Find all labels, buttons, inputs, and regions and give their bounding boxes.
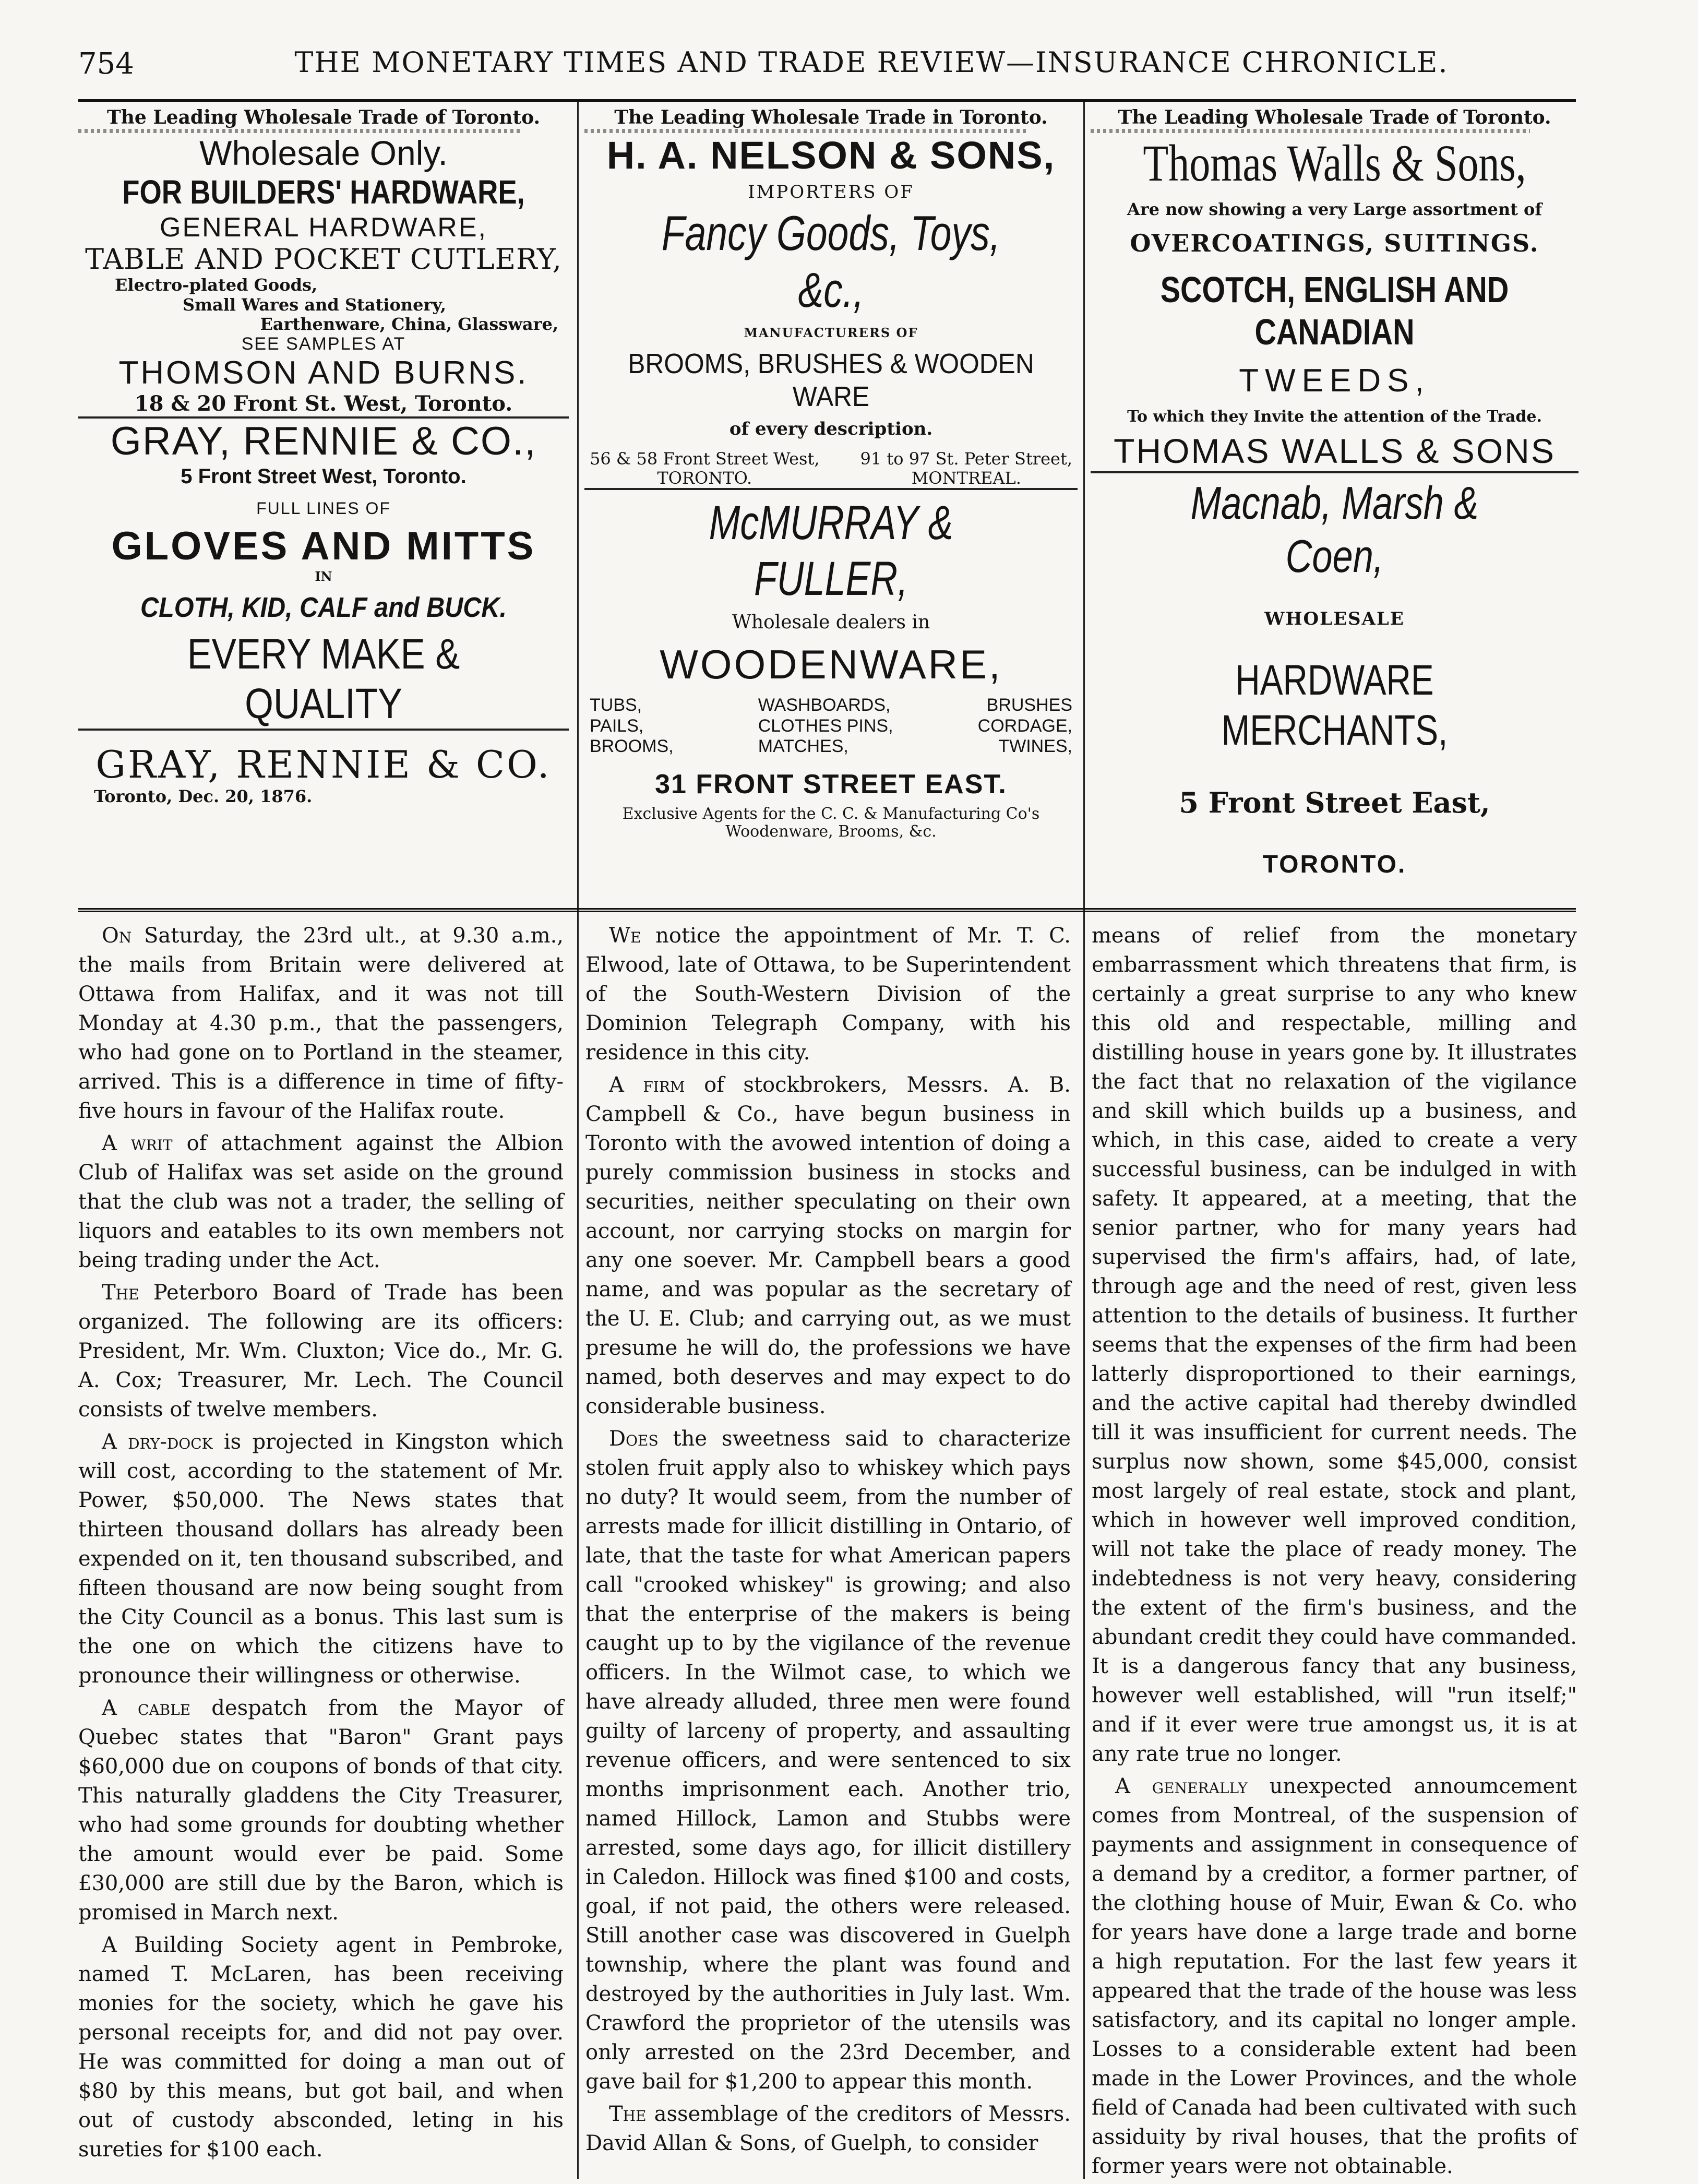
ad-column-1 <box>78 107 569 905</box>
woodenware-list <box>584 695 1078 757</box>
article-paragraph <box>585 1424 1071 2096</box>
ad-line: of every description. <box>729 419 933 440</box>
ad-line: FOR BUILDERS' HARDWARE, <box>122 173 525 211</box>
paragraph-text: Peterboro Board of Trade has been organized. The following are its officers: President, Mr. Wm. Cluxton; Vice do., Mr. G. A. Cox; Treasurer, Mr. Lech. The Council consists of twelve members. <box>78 1281 564 1422</box>
ad-line: THOMAS WALLS & SONS <box>1114 432 1556 471</box>
article-column-1 <box>78 921 564 2167</box>
ad-line: WOODENWARE, <box>660 641 1002 687</box>
article-paragraph <box>585 1070 1071 1421</box>
article-paragraph <box>78 1693 564 1927</box>
running-title: THE MONETARY TIMES AND TRADE REVIEW—INSURANCE CHRONICLE. <box>294 46 1449 79</box>
ad-line: Toronto, Dec. 20, 1876. <box>94 786 313 806</box>
ad-line: WHOLESALE <box>1264 608 1405 629</box>
ad-divider <box>78 129 520 133</box>
article-paragraph <box>78 1930 564 2164</box>
ad-line: H. A. NELSON & SONS, <box>606 133 1056 177</box>
ad-line: 18 & 20 Front St. West, Toronto. <box>134 391 513 416</box>
paragraph-lead: We <box>609 924 641 948</box>
paragraph-text: means of relief from the monetary embarrassment which threatens that firm, is certainly a great surprise to any who knew this old and respectable, milling and distilling house in years gone by. It illustrates the fact that no relaxation of the vigilance and skill which builds up a business, and which, in this case, aided to create a very successful business, can be indulged in with safety. It appeared, at a meeting, that the senior partner, who for many years had supervised the firm's affairs, had, of late, through age and the need of rest, given less attention to the details of business. It further seems that the expenses of the firm had been latterly disproportioned to their earnings, and the active capital had thereby dwindled till it was insufficient for current needs. The surplus now shown, some $45,000, consist most largely of real estate, stock and plant, which in however well improved condition, will not take the place of ready money. The indebtedness is not very heavy, considering the extent of the firm's business, and the abundant credit they could have commanded. It is a dangerous fancy that any business, however well established, will "run itself;" and if it ever were true amongst us, it is at any rate true no longer. <box>1092 924 1577 1766</box>
paragraph-lead: On <box>102 924 132 948</box>
paragraph-text: is projected in Kingston which will cost, according to the statement of Mr. Power, $50,000. The News states that thirteen thousand dollars has already been expended on it, ten thousand subscribed, and fifteen thousand are now being sought from the City Council as a bonus. This last sum is the one on which the citizens have to pronounce their willingness or otherwise. <box>78 1430 564 1688</box>
top-rule <box>78 99 1576 102</box>
paragraph-text: despatch from the Mayor of Quebec states that "Baron" Grant pays $60,000 due on coupons of bonds of that city. This naturally gladdens the City Treasurer, who had some grounds for doubting whether the amount would ever be paid. Some £30,000 are still due by the Baron, which is promised in March next. <box>78 1696 564 1925</box>
ad-line: EVERY MAKE & QUALITY <box>187 630 460 727</box>
ad-line: GRAY, RENNIE & CO., <box>110 419 537 463</box>
woodenware-items-a: TUBS, PAILS, BROOMS, <box>590 695 674 757</box>
paragraph-text: of attachment against the Albion Club of Halifax was set aside on the ground that the club was not a trader, the selling of liquors and eatables to its own members not being trading under the Act. <box>78 1131 564 1272</box>
ad-divider <box>1091 471 1579 473</box>
ad-line: IMPORTERS OF <box>748 181 914 202</box>
ad-header: The Leading Wholesale Trade of Toronto. <box>1118 107 1551 128</box>
montreal-address: 91 to 97 St. Peter Street, MONTREAL. <box>860 448 1072 488</box>
toronto-address: 56 & 58 Front Street West, TORONTO. <box>590 448 820 488</box>
paragraph-text: unexpected annoumcement comes from Montreal, of the suspension of payments and assignment in consequence of a demand by a creditor, a former partner, of the clothing house of Muir, Ewan & Co. who for years have done a large trade and borne a high reputation. For the last few years it appeared that the trade of the house was less satisfactory, and its capital no longer ample. Losses to a considerable extent had been made in the Lower Provinces, and the whole field of Canada had been cultivated with such assiduity by rival houses, that the profits of former years were not obtainable. <box>1092 1774 1577 2178</box>
ad-line: To which they Invite the attention of the Trade. <box>1127 407 1542 426</box>
ad-line: BROOMS, BRUSHES & WOODEN WARE <box>628 348 1034 412</box>
paragraph-lead: A <box>102 1933 117 1957</box>
column-rule-1 <box>577 102 579 2179</box>
ad-line: SEE SAMPLES AT <box>241 333 406 354</box>
article-column-2 <box>585 921 1071 2161</box>
paragraph-text: notice the appointment of Mr. T. C. Elwood, late of Ottawa, to be Superintendent of the South-Western Division of the Dominion Telegraph Company, with his residence in this city. <box>585 924 1071 1065</box>
page-number: 754 <box>78 47 134 81</box>
paragraph-text: assemblage of the creditors of Messrs. David Allan & Sons, of Guelph, to consider <box>585 2102 1071 2155</box>
ad-line: Are now showing a very Large assortment of <box>1127 199 1542 219</box>
ad-line: HARDWARE MERCHANTS, <box>1221 657 1448 754</box>
paragraph-lead: A cable <box>102 1696 191 1720</box>
article-paragraph <box>585 921 1071 1067</box>
paragraph-lead: A firm <box>609 1073 685 1097</box>
ad-line: TORONTO. <box>1262 851 1407 879</box>
ad-line: FULL LINES OF <box>256 499 391 518</box>
ad-line: MANUFACTURERS OF <box>744 325 918 341</box>
paragraph-text: the sweetness said to characterize stolen fruit apply also to whiskey which pays no duty? It would seem, from the number of arrests made for illicit distilling in Ontario, of late, that the taste for what American papers call "crooked whiskey" is growing; and also that the enterprise of the makers is being caught up to by the vigilance of the revenue officers. In the Wilmot case, to which we have already alluded, three men were found guilty of larceny of property, and assaulting revenue officers, and were sentenced to six months imprisonment each. Another trio, named Hillock, Lamon and Stubbs were arrested, some days ago, for illicit distillery in Caledon. Hillock was fined $100 and costs, goal, if not paid, the others were released. Still another case was discovered in Guelph township, where the plant was found and destroyed by the authorities in July last. Wm. Crawford the proprietor of the utensils was only arrested on the 23rd December, and gave bail for $1,200 to appear this month. <box>585 1427 1071 2094</box>
article-paragraph <box>1092 1772 1577 2181</box>
paragraph-text: Building Society agent in Pembroke, named T. McLaren, has been receiving monies for the society, which he gave his personal receipts for, and did not pay over. He was committed for doing a man out of $80 by this means, but got bail, and when out of custody absconded, leting in his sureties for $100 each. <box>78 1933 564 2162</box>
paragraph-lead: The <box>102 1281 139 1305</box>
column-rule-2 <box>1083 102 1085 2179</box>
ad-line: Fancy Goods, Toys, &c., <box>661 206 1001 318</box>
ad-line: TABLE AND POCKET CUTLERY, <box>85 242 562 276</box>
paragraph-lead: A generally <box>1115 1774 1248 1798</box>
article-column-3 <box>1092 921 1577 2184</box>
woodenware-items-c: BRUSHES CORDAGE, TWINES, <box>977 695 1072 757</box>
ad-header: The Leading Wholesale Trade in Toronto. <box>614 107 1048 128</box>
ad-line: GLOVES AND MITTS <box>111 524 536 569</box>
ad-line: GRAY, RENNIE & CO. <box>95 743 552 787</box>
article-paragraph <box>78 1427 564 1690</box>
ads-bottom-rule <box>78 908 1576 912</box>
paragraph-text: Saturday, the 23rd ult., at 9.30 a.m., the mails from Britain were delivered at Ottawa from Halifax, and it was not till Monday at 4.30 p.m., that the passengers, who had gone on to Portland in the steamer, arrived. This is a difference in time of fifty-five hours in favour of the Halifax route. <box>78 924 564 1123</box>
ad-line: Macnab, Marsh & Coen, <box>1190 476 1479 582</box>
ad-line: McMURRAY & FULLER, <box>709 496 953 605</box>
ad-column-3 <box>1091 107 1579 905</box>
ad-line: Thomas Walls & Sons, <box>1143 134 1526 192</box>
paragraph-lead: The <box>609 2102 647 2126</box>
woodenware-items-b: WASHBOARDS, CLOTHES PINS, MATCHES, <box>758 695 893 757</box>
ad-line: THOMSON AND BURNS. <box>118 355 529 391</box>
paragraph-lead: A dry-dock <box>102 1430 213 1454</box>
ad-divider <box>584 488 1078 490</box>
ad-line: Wholesale Only. <box>199 133 448 172</box>
paragraph-text: of stockbrokers, Messrs. A. B. Campbell & Co., have begun business in Toronto with the avowed intention of doing a purely commission business in stocks and securities, neither speculating on their own account, nor carrying stocks on margin for any one soever. Mr. Campbell bears a good name, and was popular as the secretary of the U. E. Club; and carrying out, as we must presume he will do, the professions we have named, both deserves and may expect to do considerable business. <box>585 1073 1071 1418</box>
ad-divider <box>78 729 569 731</box>
ad-line: GENERAL HARDWARE, <box>160 212 487 243</box>
ad-line: TWEEDS, <box>1239 362 1430 399</box>
ad-line: Electro-plated Goods, <box>115 275 318 295</box>
ad-divider <box>1091 129 1530 133</box>
ad-line: 31 FRONT STREET EAST. <box>655 769 1007 799</box>
ad-line: Earthenware, China, Glassware, <box>260 314 558 334</box>
paragraph-lead: Does <box>609 1427 659 1451</box>
ad-divider <box>584 129 1029 133</box>
ad-line: SCOTCH, ENGLISH AND CANADIAN <box>1160 269 1509 353</box>
address-row <box>584 449 1078 488</box>
article-paragraph <box>78 1129 564 1275</box>
ad-line: Small Wares and Stationery, <box>183 294 446 315</box>
ad-header: The Leading Wholesale Trade of Toronto. <box>106 107 541 128</box>
article-paragraph <box>585 2099 1071 2158</box>
article-paragraph <box>78 921 564 1126</box>
article-paragraph <box>78 1278 564 1424</box>
ad-line: 5 Front Street East, <box>1179 785 1490 819</box>
paragraph-lead: A writ <box>102 1131 173 1155</box>
article-paragraph <box>1092 921 1577 1769</box>
ad-line: CLOTH, KID, CALF and BUCK. <box>140 592 507 624</box>
ad-line: IN <box>315 569 332 584</box>
ad-column-2 <box>584 107 1078 905</box>
ad-line: 5 Front Street West, Toronto. <box>181 464 467 488</box>
ad-line: Wholesale dealers in <box>732 612 930 634</box>
ad-line: OVERCOATINGS, SUITINGS. <box>1130 229 1539 257</box>
ad-line: Exclusive Agents for the C. C. & Manufacturing Co's Woodenware, Brooms, &c. <box>622 805 1040 841</box>
